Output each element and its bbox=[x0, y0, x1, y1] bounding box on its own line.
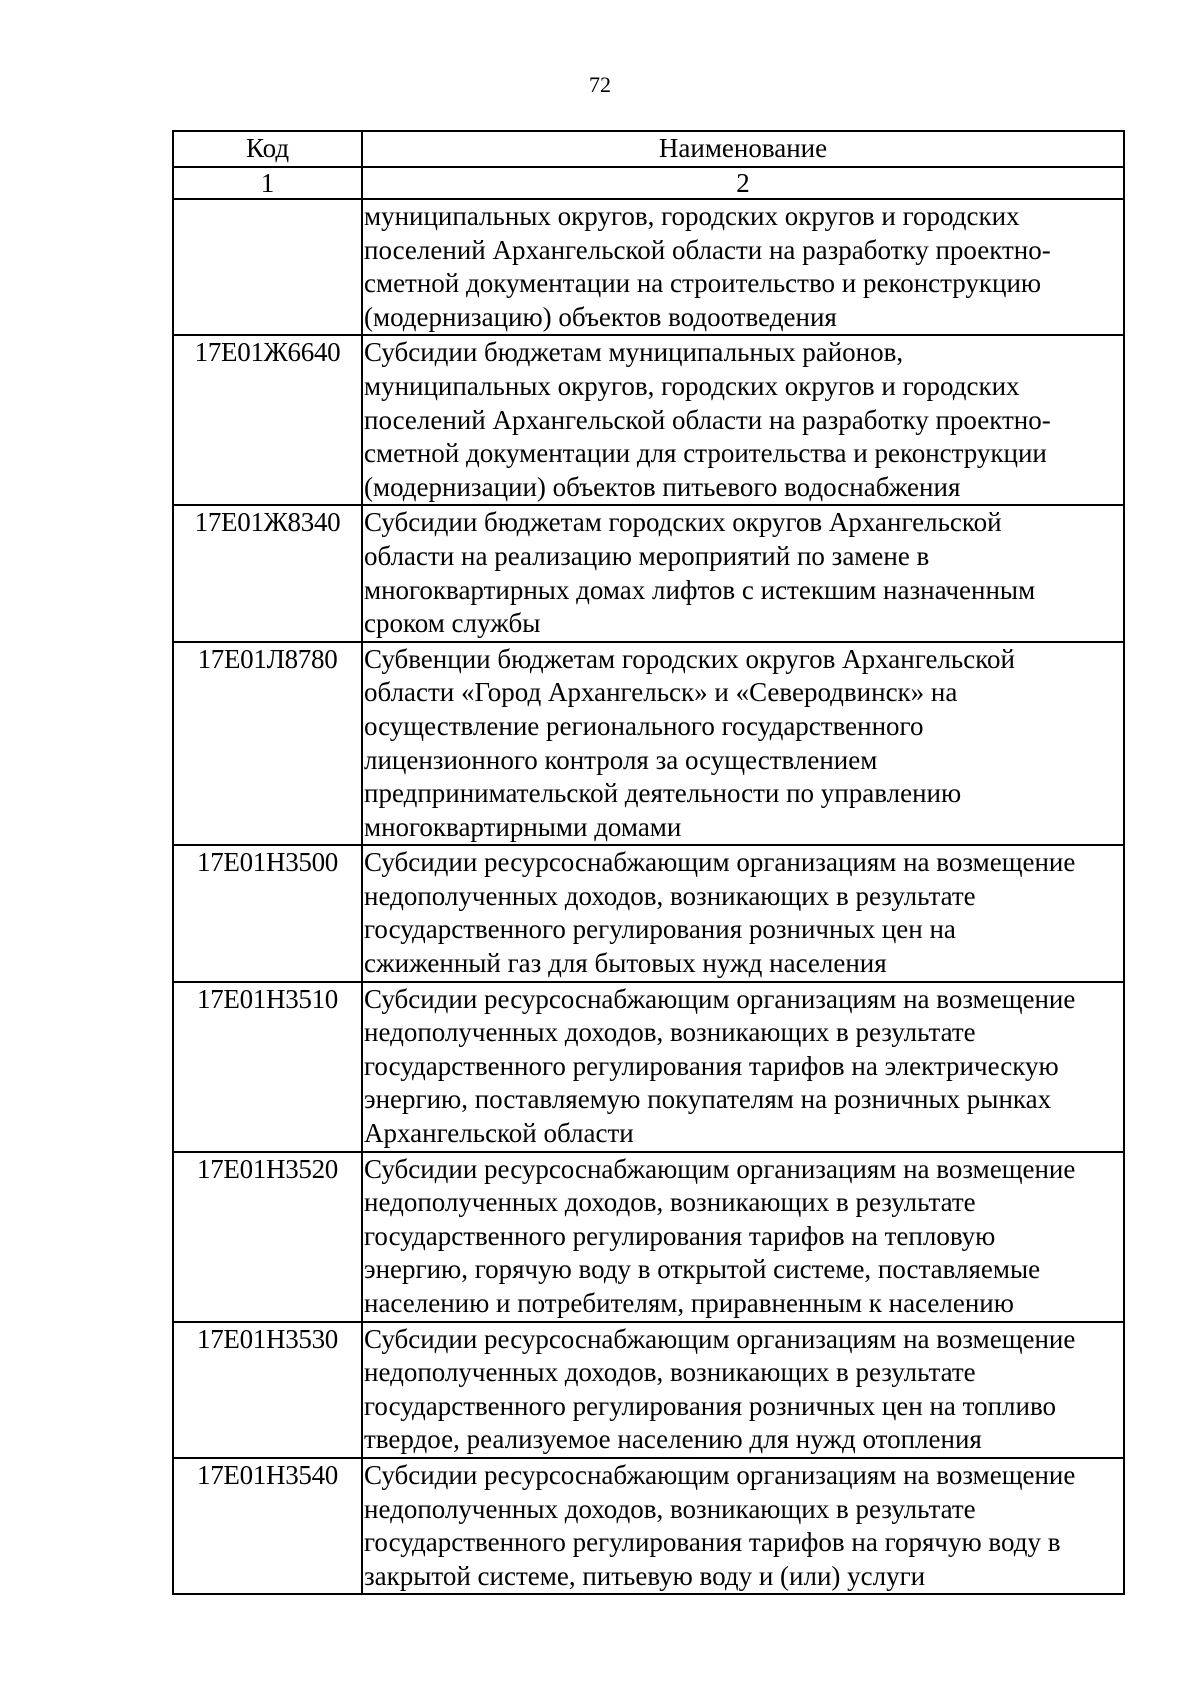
code-column-number: 1 bbox=[173, 167, 362, 199]
name-line: предпринимательской деятельности по управлению bbox=[364, 778, 962, 809]
name-cell bbox=[362, 505, 1124, 641]
name-line: Субвенции бюджетам городских округов Архангельской bbox=[364, 643, 1015, 674]
name-line: недополученных доходов, возникающих в результате bbox=[364, 1493, 976, 1524]
code-cell bbox=[173, 199, 362, 335]
name-line: государственного регулирования розничных цен на bbox=[364, 914, 956, 945]
name-line: поселений Архангельской области на разработку проектно- bbox=[364, 404, 1051, 435]
name-line: государственного регулирования розничных цен на топливо bbox=[364, 1390, 1057, 1421]
name-cell bbox=[362, 982, 1124, 1152]
name-line: области на реализацию мероприятий по замене в bbox=[364, 540, 930, 571]
name-line: Архангельской области bbox=[364, 1118, 634, 1149]
name-cell bbox=[362, 1458, 1124, 1594]
name-cell bbox=[362, 1322, 1124, 1458]
name-line: муниципальных округов, городских округов и городских bbox=[364, 370, 1020, 401]
table-row bbox=[173, 335, 1124, 505]
name-line: (модернизацию) объектов водоотведения bbox=[364, 301, 837, 332]
name-line: сметной документации на строительство и реконструкцию bbox=[364, 268, 1042, 299]
name-line: Субсидии бюджетам муниципальных районов, bbox=[364, 337, 904, 368]
name-cell bbox=[362, 1152, 1124, 1322]
name-line: сжиженный газ для бытовых нужд населения bbox=[364, 948, 887, 979]
code-cell: 17Е01Ж8340 bbox=[173, 505, 362, 641]
name-line: Субсидии ресурсоснабжающим организациям на возмещение bbox=[364, 1323, 1076, 1354]
name-line: Субсидии ресурсоснабжающим организациям на возмещение bbox=[364, 847, 1076, 878]
name-line: энергию, поставляемую покупателям на розничных рынках bbox=[364, 1084, 1052, 1115]
name-cell bbox=[362, 199, 1124, 335]
name-line: муниципальных округов, городских округов и городских bbox=[364, 201, 1020, 231]
code-cell: 17Е01Н3540 bbox=[173, 1458, 362, 1594]
name-line: Субсидии ресурсоснабжающим организациям на возмещение bbox=[364, 1459, 1076, 1490]
name-line: энергию, горячую воду в открытой системе, поставляемые bbox=[364, 1254, 1041, 1285]
name-line: государственного регулирования тарифов на горячую воду в bbox=[364, 1527, 1061, 1558]
name-line: поселений Архангельской области на разработку проектно- bbox=[364, 234, 1051, 265]
table-body bbox=[173, 167, 1124, 1594]
name-line: многоквартирными домами bbox=[364, 811, 682, 842]
name-line: Субсидии ресурсоснабжающим организациям на возмещение bbox=[364, 1153, 1076, 1184]
name-line: недополученных доходов, возникающих в результате bbox=[364, 1357, 976, 1388]
table-row bbox=[173, 505, 1124, 641]
header-row bbox=[173, 131, 1124, 167]
name-cell bbox=[362, 335, 1124, 505]
name-cell bbox=[362, 845, 1124, 981]
name-line: твердое, реализуемое населению для нужд отопления bbox=[364, 1424, 982, 1455]
page-number: 72 bbox=[589, 72, 611, 97]
code-cell: 17Е01Л8780 bbox=[173, 642, 362, 846]
name-line: (модернизации) объектов питьевого водоснабжения bbox=[364, 471, 961, 502]
name-line: сроком службы bbox=[364, 608, 541, 639]
name-cell bbox=[362, 642, 1124, 846]
code-cell: 17Е01Н3500 bbox=[173, 845, 362, 981]
code-cell: 17Е01Н3530 bbox=[173, 1322, 362, 1458]
name-line: недополученных доходов, возникающих в результате bbox=[364, 1187, 976, 1218]
table-row bbox=[173, 982, 1124, 1152]
name-line: многоквартирных домах лифтов с истекшим назначенным bbox=[364, 574, 1036, 605]
name-column-number: 2 bbox=[362, 167, 1124, 199]
code-cell: 17Е01Н3510 bbox=[173, 982, 362, 1152]
name-line: закрытой системе, питьевую воду и (или) услуги bbox=[364, 1560, 926, 1591]
name-line: осуществление регионального государственного bbox=[364, 710, 924, 741]
table-row bbox=[173, 642, 1124, 846]
name-line: Субсидии бюджетам городских округов Архангельской bbox=[364, 507, 1002, 538]
table-row bbox=[173, 1458, 1124, 1594]
name-line: недополученных доходов, возникающих в результате bbox=[364, 880, 976, 911]
table-row bbox=[173, 1152, 1124, 1322]
name-line: лицензионного контроля за осуществлением bbox=[364, 744, 878, 775]
name-line: области «Город Архангельск» и «Северодвинск» на bbox=[364, 677, 958, 708]
table-row bbox=[173, 1322, 1124, 1458]
name-line: государственного регулирования тарифов на электрическую bbox=[364, 1050, 1059, 1081]
name-line: государственного регулирования тарифов на тепловую bbox=[364, 1220, 996, 1251]
name-line: населению и потребителям, приравненным к населению bbox=[364, 1288, 1014, 1318]
table-row bbox=[173, 199, 1124, 335]
codes-table bbox=[172, 130, 1125, 1595]
name-line: сметной документации для строительства и реконструкции bbox=[364, 438, 1047, 469]
table-row bbox=[173, 845, 1124, 981]
name-column-header: Наименование bbox=[362, 131, 1124, 167]
name-line: Субсидии ресурсоснабжающим организациям на возмещение bbox=[364, 983, 1076, 1014]
code-cell: 17Е01Ж6640 bbox=[173, 335, 362, 505]
name-line: недополученных доходов, возникающих в результате bbox=[364, 1017, 976, 1048]
code-cell: 17Е01Н3520 bbox=[173, 1152, 362, 1322]
column-number-row bbox=[173, 167, 1124, 199]
code-column-header: Код bbox=[173, 131, 362, 167]
